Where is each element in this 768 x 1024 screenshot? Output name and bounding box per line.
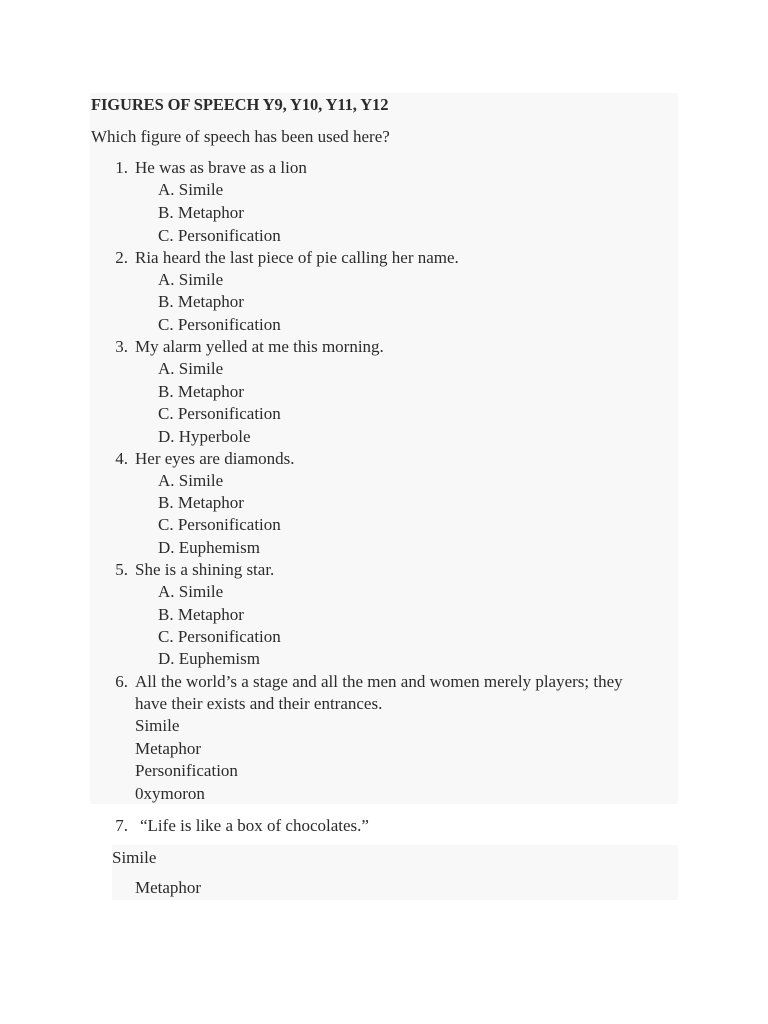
question-number: 1. [115,158,128,177]
question-text-line-1: All the world’s a stage and all the men and women merely players; they [135,672,623,691]
document-title: FIGURES OF SPEECH Y9, Y10, Y11, Y12 [91,95,389,114]
answer-option: D. Euphemism [158,649,260,668]
answer-option: D. Euphemism [158,538,260,557]
answer-option: Metaphor [135,739,202,758]
answer-option: A. Simile [158,180,224,199]
answer-option: B. Metaphor [158,292,244,311]
answer-option: C. Personification [158,226,281,245]
question-text: Her eyes are diamonds. [135,449,295,468]
answer-option: C. Personification [158,404,281,423]
question-number: 5. [115,560,128,579]
answer-option: Simile [135,716,180,735]
answer-option: Metaphor [135,878,202,897]
question-number: 2. [115,248,128,267]
question-text: “Life is like a box of chocolates.” [140,816,369,835]
question-text: She is a shining star. [135,560,275,579]
question-number: 4. [115,449,128,468]
answer-option: A. Simile [158,471,224,490]
answer-option: B. Metaphor [158,203,244,222]
question-number: 3. [115,337,128,356]
question-number: 7. [115,816,128,835]
answer-option: C. Personification [158,315,281,334]
answer-option: A. Simile [158,359,224,378]
question-text-line-2: have their exists and their entrances. [135,694,383,713]
answer-option: C. Personification [158,515,281,534]
question-text: He was as brave as a lion [135,158,307,177]
answer-option: A. Simile [158,270,224,289]
answer-option: B. Metaphor [158,605,244,624]
answer-option: B. Metaphor [158,493,244,512]
instruction-text: Which figure of speech has been used here? [91,127,390,146]
answer-option: B. Metaphor [158,382,244,401]
question-number: 6. [115,672,128,691]
answer-option: Simile [112,848,157,867]
answer-option: D. Hyperbole [158,427,251,446]
answer-option: Personification [135,761,238,780]
question-text: My alarm yelled at me this morning. [135,337,384,356]
question-text: Ria heard the last piece of pie calling her name. [135,248,459,267]
answer-option: 0xymoron [135,784,205,803]
answer-option: A. Simile [158,582,224,601]
answer-option: C. Personification [158,627,281,646]
